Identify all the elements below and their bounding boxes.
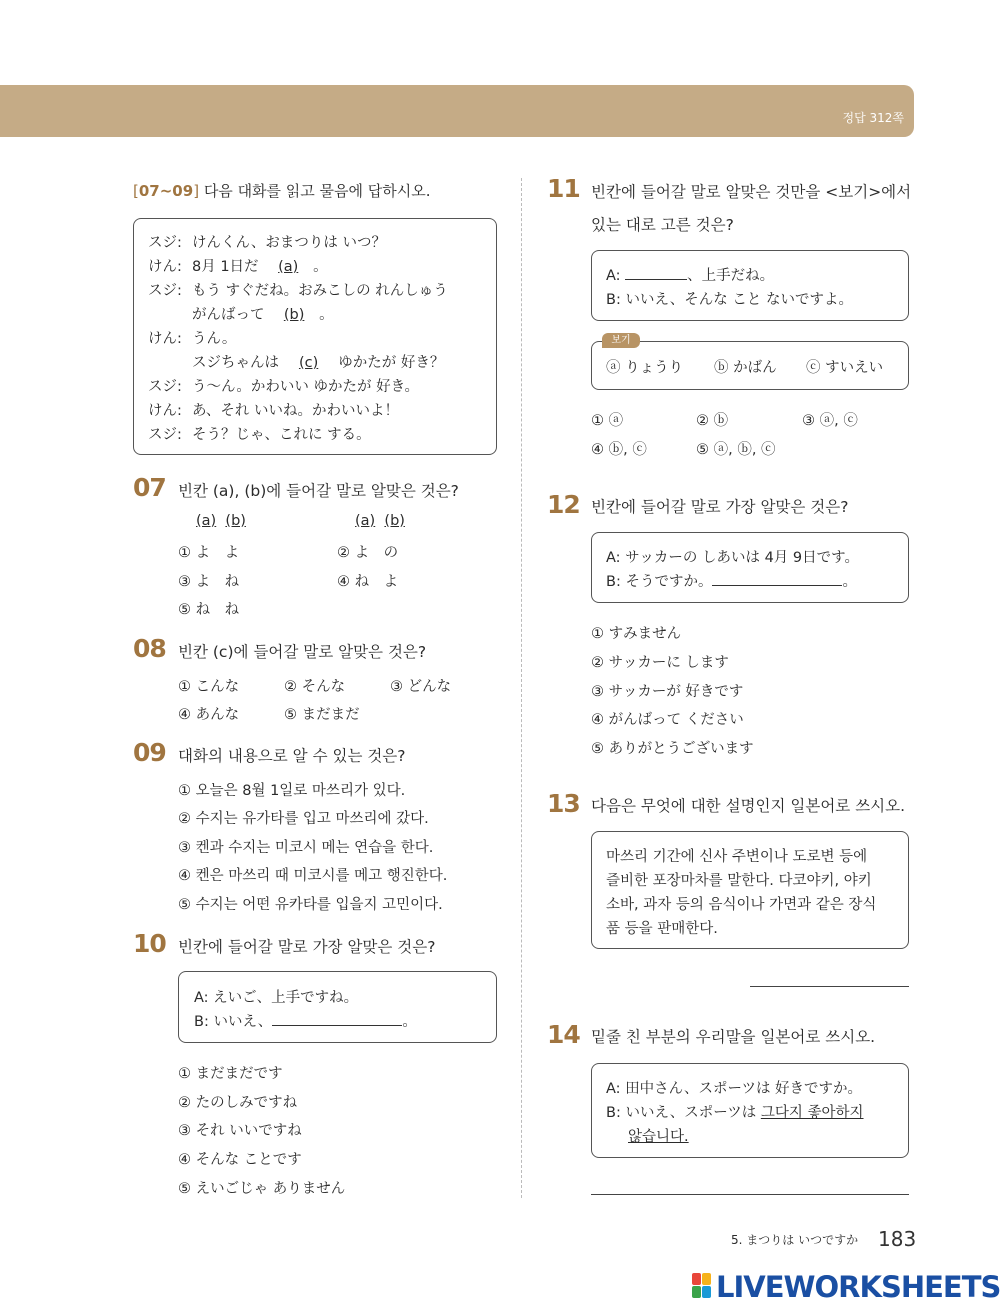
- liveworksheets-logo-mark: [692, 1273, 712, 1299]
- q10-option-5[interactable]: ⑤ えいごじゃ ありません: [178, 1181, 346, 1197]
- question-range: 07~09: [138, 182, 194, 200]
- q13-answer-line[interactable]: [750, 986, 909, 987]
- dialogue-line: [148, 399, 399, 420]
- bracket-close: ]: [193, 182, 200, 200]
- q07-option-3[interactable]: ③ よ ね: [178, 574, 240, 590]
- speaker-label: けん:: [148, 259, 182, 275]
- q10-option-2[interactable]: ② たのしみですね: [178, 1095, 298, 1111]
- utterance-text: うん。: [192, 331, 237, 347]
- speaker-label: けん:: [148, 403, 182, 419]
- q12-option-3[interactable]: ③ サッカーが 好きです: [591, 684, 744, 700]
- page-number: 183: [878, 1227, 917, 1251]
- q11-option-1[interactable]: ① ⓐ: [591, 413, 624, 429]
- q09-option-3[interactable]: ③ 켄과 수지는 미코시 메는 연습을 한다.: [178, 840, 434, 856]
- q10-answer-blank[interactable]: [272, 1011, 402, 1026]
- q11-answer-blank[interactable]: [625, 265, 687, 280]
- question-text-08: 빈칸 (c)에 들어갈 말로 알맞은 것은?: [178, 643, 427, 661]
- q11-boki-box: [591, 341, 909, 390]
- question-text-13: 다음은 무엇에 대한 설명인지 일본어로 쓰시오.: [591, 797, 906, 815]
- q08-option-3[interactable]: ③ どんな: [390, 679, 452, 695]
- q07-column-header-2: (a) (b): [355, 513, 405, 529]
- q10-option-4[interactable]: ④ そんな ことです: [178, 1152, 302, 1168]
- q14-line-a: A: 田中さん、スポーツは 好きですか。: [606, 1081, 863, 1097]
- column-divider: [521, 178, 522, 1198]
- q12-option-2[interactable]: ② サッカーに します: [591, 655, 729, 671]
- question-number-12: 12: [547, 490, 580, 519]
- q12-option-4[interactable]: ④ がんばって ください: [591, 712, 744, 728]
- utterance-text-end: 。: [313, 259, 328, 275]
- dialogue-line: [148, 303, 334, 324]
- chapter-title: 5. まつりは いつですか: [731, 1233, 859, 1247]
- q14-dialogue-box: [591, 1063, 909, 1158]
- q08-option-4[interactable]: ④ あんな: [178, 707, 240, 723]
- question-text-12: 빈칸에 들어갈 말로 가장 알맞은 것은?: [591, 498, 849, 516]
- utterance-text: 8月 1日だ: [192, 259, 264, 275]
- q11-line-b: B: いいえ、そんな こと ないですよ。: [606, 292, 854, 308]
- utterance-text-end: ゆかたが 好き？: [333, 355, 445, 371]
- q10-line-a: A: えいご、上手ですね。: [194, 990, 359, 1006]
- speaker-label: スジ:: [148, 235, 182, 251]
- q07-option-4[interactable]: ④ ね よ: [337, 574, 399, 590]
- q14-underlined-part-1: 그다지 좋아하지: [760, 1105, 864, 1121]
- question-text-10: 빈칸에 들어갈 말로 가장 알맞은 것은?: [178, 938, 436, 956]
- utterance-text: そう？じゃ、これに する。: [192, 427, 371, 443]
- q14-underlined-part-2: 않습니다.: [628, 1129, 689, 1145]
- q10-line-b: B: いいえ、 。: [194, 1010, 417, 1031]
- dialogue-line: [148, 351, 444, 372]
- question-number-13: 13: [547, 789, 580, 818]
- question-number-08: 08: [133, 634, 166, 663]
- q11-option-4[interactable]: ④ ⓑ, ⓒ: [591, 442, 647, 458]
- q07-option-1[interactable]: ① よ よ: [178, 545, 240, 561]
- question-number-09: 09: [133, 738, 166, 767]
- instruction-07-09: [133, 180, 431, 201]
- instruction-text: 다음 대화를 읽고 물음에 답하시오.: [199, 182, 431, 200]
- q12-dialogue-box: [591, 532, 909, 603]
- q08-option-1[interactable]: ① こんな: [178, 679, 240, 695]
- q08-option-5[interactable]: ⑤ まだまだ: [284, 707, 360, 723]
- bracket-open: [: [133, 182, 139, 200]
- dialogue-line: [148, 231, 386, 252]
- q14-line-c: [628, 1125, 689, 1146]
- dialogue-blank[interactable]: (b): [283, 307, 305, 323]
- q11-dialogue-box: [591, 250, 909, 321]
- boki-item-c: ⓒ すいえい: [806, 360, 884, 376]
- dialogue-line: [148, 327, 236, 348]
- utterance-text: う～ん。かわいい ゆかたが 好き。: [192, 379, 420, 395]
- liveworksheets-logo[interactable]: LIVEWORKSHEETS: [716, 1270, 1000, 1304]
- q10-dialogue-box: [178, 971, 497, 1043]
- q09-option-1[interactable]: ① 오늘은 8월 1일로 마쓰리가 있다.: [178, 783, 406, 799]
- speaker-label: スジ:: [148, 283, 182, 299]
- header-band: [0, 85, 914, 137]
- question-number-10: 10: [133, 929, 166, 958]
- q13-line-1: 마쓰리 기간에 신사 주변이나 도로변 등에: [606, 849, 868, 865]
- q09-option-2[interactable]: ② 수지는 유가타를 입고 마쓰리에 갔다.: [178, 811, 429, 827]
- q07-option-2[interactable]: ② よ の: [337, 545, 399, 561]
- dialogue-line: [148, 279, 448, 300]
- q11-line-a: A: 、上手だね。: [606, 264, 774, 285]
- boki-label: 보기: [602, 333, 640, 348]
- q11-option-5[interactable]: ⑤ ⓐ, ⓑ, ⓒ: [696, 442, 776, 458]
- question-text-11-line2: 있는 대로 고른 것은?: [591, 216, 734, 234]
- question-text-09: 대화의 내용으로 알 수 있는 것은?: [178, 747, 406, 765]
- q14-line-b: B: いいえ、スポーツは 그다지 좋아하지: [606, 1105, 864, 1121]
- question-text-11-line1: 빈칸에 들어갈 말로 알맞은 것만을 <보기>에서: [591, 183, 912, 201]
- utterance-text: がんばって: [192, 307, 270, 323]
- q14-answer-line[interactable]: [591, 1194, 909, 1195]
- speaker-label: スジ:: [148, 427, 182, 443]
- dialogue-line: [148, 423, 371, 444]
- q11-option-3[interactable]: ③ ⓐ, ⓒ: [802, 413, 858, 429]
- question-number-14: 14: [547, 1020, 580, 1049]
- q13-line-3: 소바, 과자 등의 음식이나 가면과 같은 장식: [606, 897, 877, 913]
- boki-item-b: ⓑ かばん: [714, 360, 777, 376]
- q13-line-4: 품 등을 판매한다.: [606, 921, 718, 937]
- dialogue-line: [148, 375, 419, 396]
- utterance-text-end: 。: [319, 307, 334, 323]
- dialogue-blank[interactable]: (a): [278, 259, 299, 275]
- q12-option-5[interactable]: ⑤ ありがとうございます: [591, 741, 754, 757]
- dialogue-box: [133, 218, 497, 455]
- question-text-07: 빈칸 (a), (b)에 들어갈 말로 알맞은 것은?: [178, 482, 459, 500]
- q11-option-2[interactable]: ② ⓑ: [696, 413, 729, 429]
- answer-reference: 정답 312쪽: [842, 111, 904, 125]
- utterance-text: もう すぐだね。おみこしの れんしゅう: [192, 283, 448, 299]
- q12-answer-blank[interactable]: [712, 571, 842, 586]
- speaker-label: スジ:: [148, 379, 182, 395]
- q12-line-b: B: そうですか。 。: [606, 570, 857, 591]
- utterance-text: けんくん、おまつりは いつ？: [192, 235, 386, 251]
- q10-option-1[interactable]: ① まだまだです: [178, 1066, 283, 1082]
- q07-option-5[interactable]: ⑤ ね ね: [178, 602, 240, 618]
- dialogue-line: [148, 255, 328, 276]
- speaker-label: けん:: [148, 331, 182, 347]
- q13-description-box: [591, 831, 909, 949]
- question-number-07: 07: [133, 473, 166, 502]
- dialogue-blank[interactable]: (c): [298, 355, 319, 371]
- utterance-text: あ、それ いいね。かわいいよ！: [192, 403, 400, 419]
- q07-column-header-1: (a) (b): [196, 513, 246, 529]
- q12-line-a: A: サッカーの しあいは 4月 9日です。: [606, 550, 859, 566]
- q10-option-3[interactable]: ③ それ いいですね: [178, 1123, 302, 1139]
- q08-option-2[interactable]: ② そんな: [284, 679, 346, 695]
- q09-option-5[interactable]: ⑤ 수지는 어떤 유카타를 입을지 고민이다.: [178, 897, 443, 913]
- question-number-11: 11: [547, 174, 580, 203]
- utterance-text: スジちゃんは: [192, 355, 284, 371]
- q13-line-2: 즐비한 포장마차를 말한다. 다코야키, 야키: [606, 873, 872, 889]
- boki-item-a: ⓐ りょうり: [606, 360, 684, 376]
- q09-option-4[interactable]: ④ 켄은 마쓰리 때 미코시를 메고 행진한다.: [178, 868, 448, 884]
- q12-option-1[interactable]: ① すみません: [591, 626, 682, 642]
- question-text-14: 밑줄 친 부분의 우리말을 일본어로 쓰시오.: [591, 1028, 876, 1046]
